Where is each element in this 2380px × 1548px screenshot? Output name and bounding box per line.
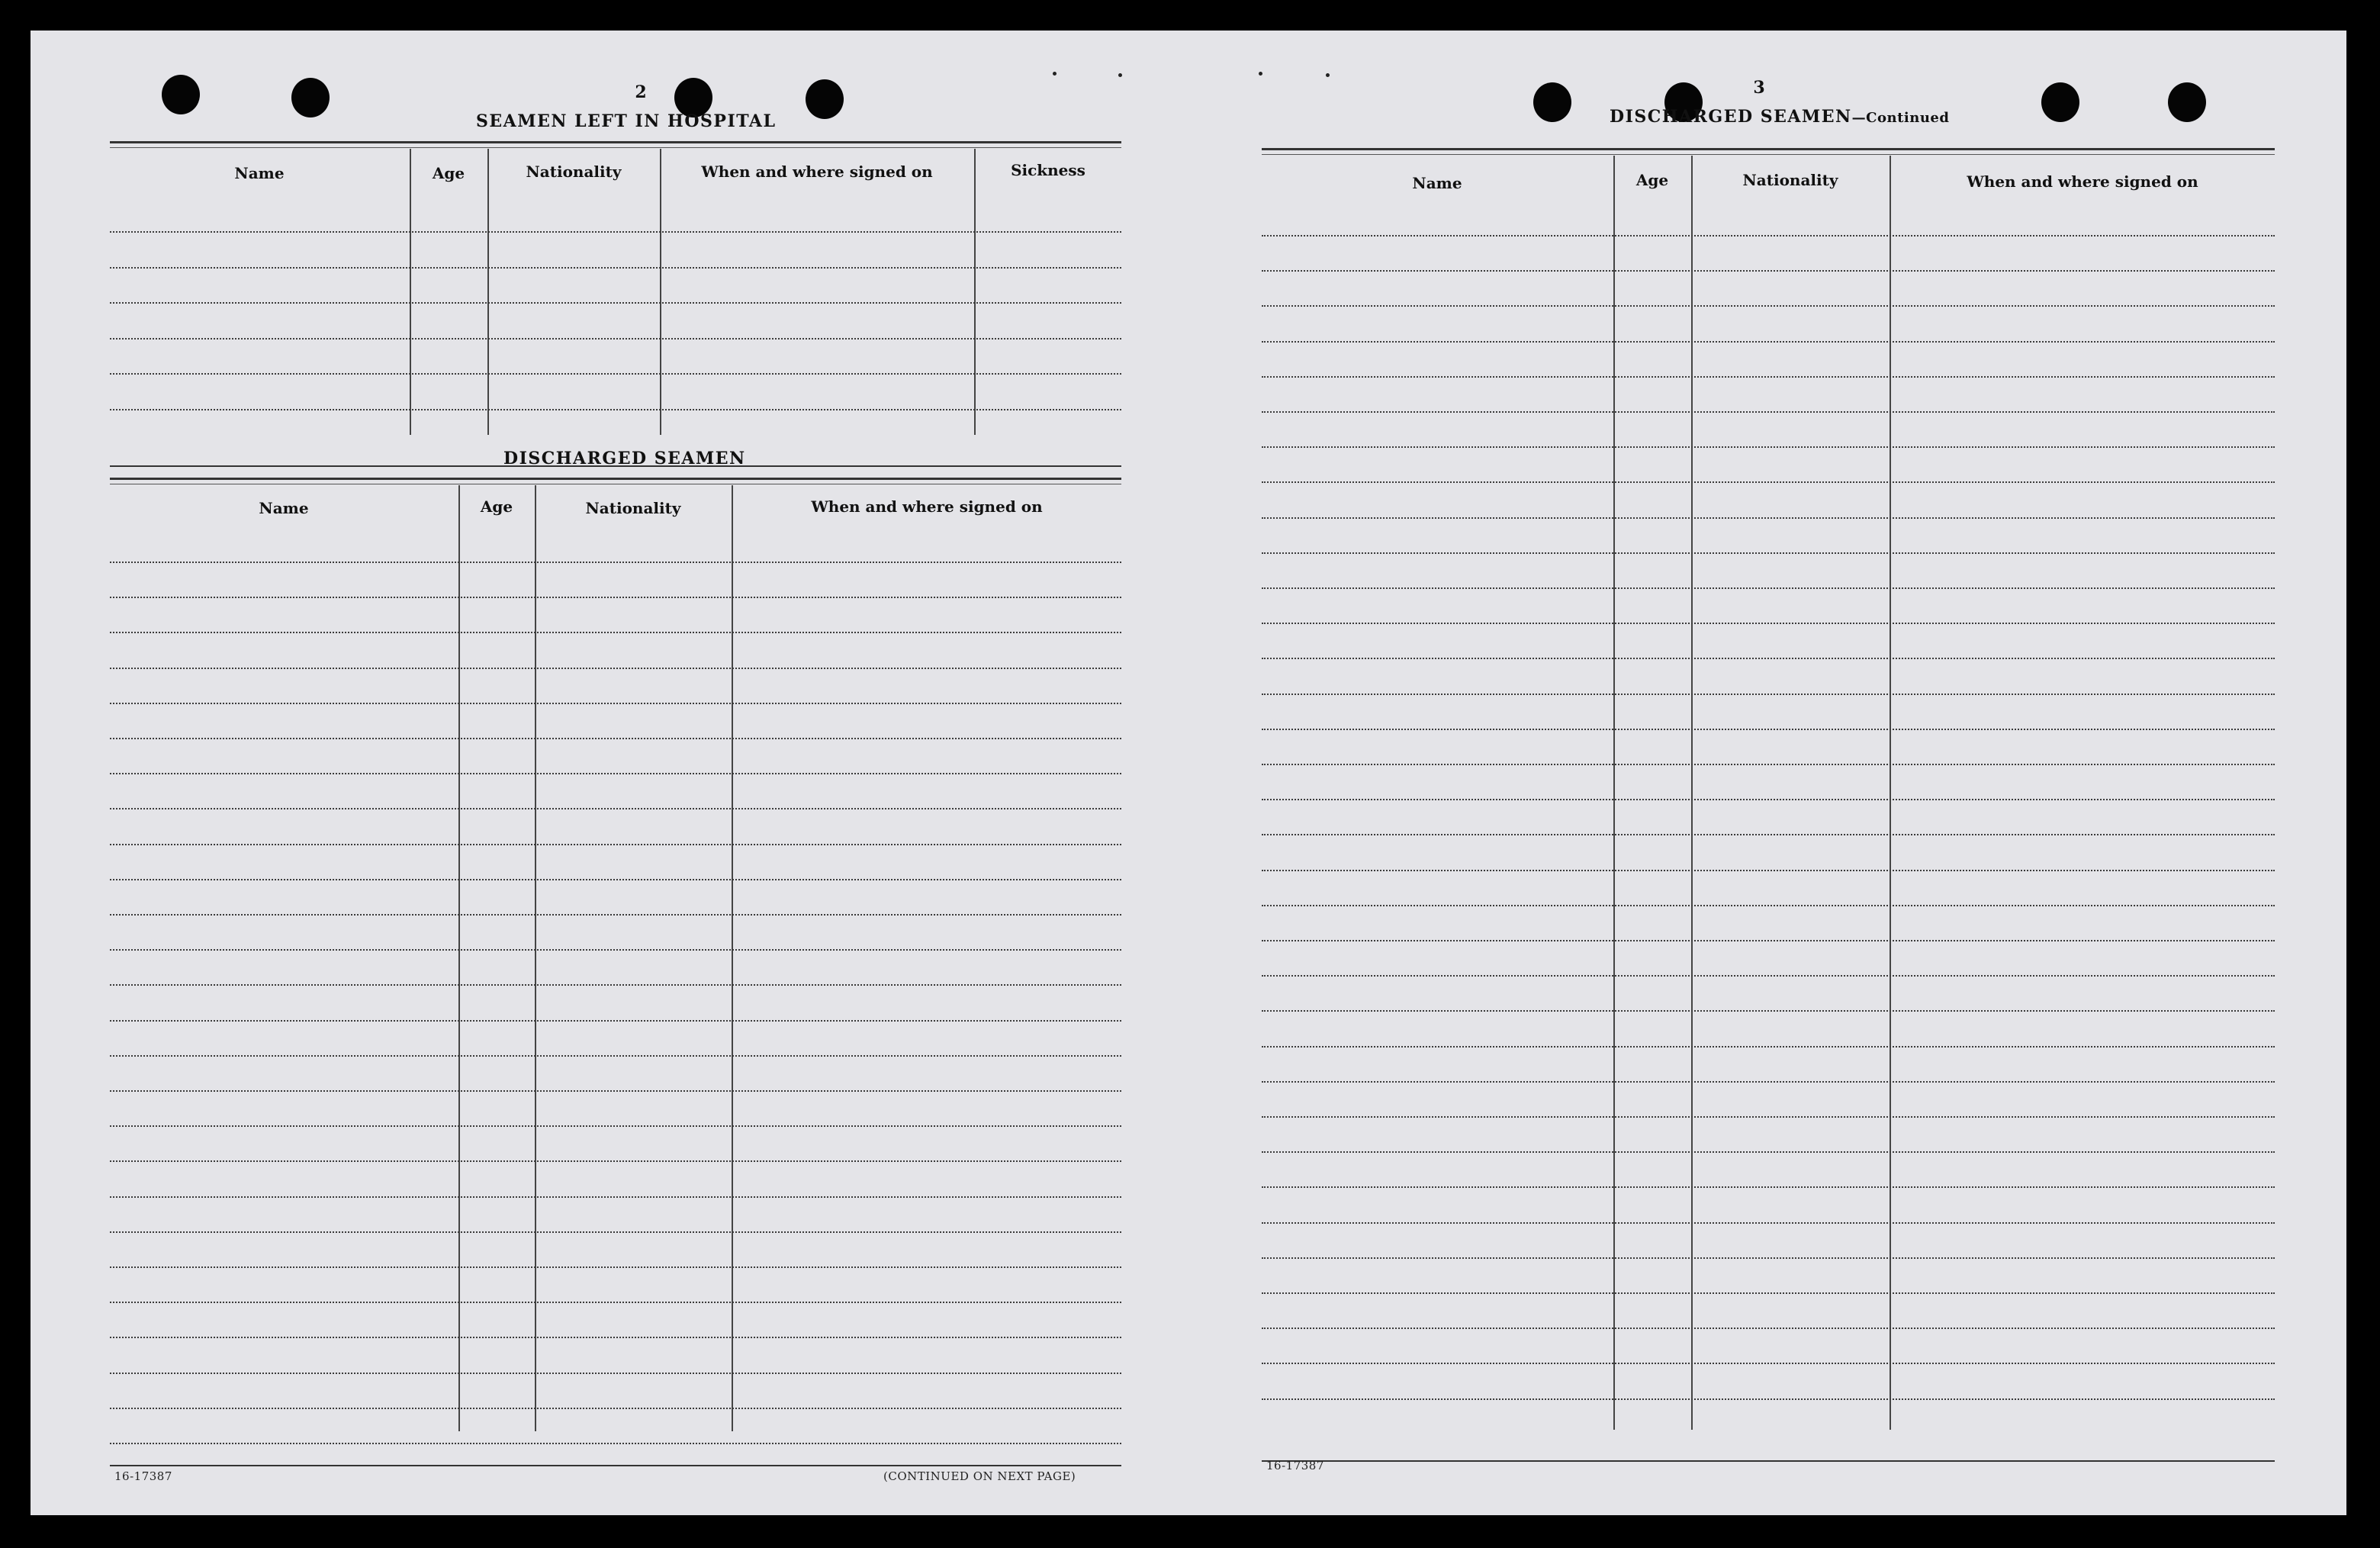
ruled-line [1262,1046,2275,1049]
column-divider [732,485,733,1431]
form-sheet [31,31,2346,1515]
column-header-name: Name [234,164,285,182]
ruled-line [110,632,1121,635]
punch-hole-icon [291,78,330,117]
speck-icon [1326,73,1330,77]
ruled-line [110,984,1121,987]
ruled-line [110,773,1121,776]
ruled-line [1262,975,2275,978]
ruled-line [110,1125,1121,1128]
column-header-name: Name [1412,174,1462,192]
ruled-line [1262,446,2275,449]
page-number-left: 2 [635,82,647,102]
ruled-line [1262,270,2275,273]
ruled-line [1262,834,2275,837]
ruled-line [110,373,1121,376]
speck-icon [1053,72,1057,76]
column-header-signed-on: When and where signed on [701,163,933,181]
column-divider [1613,156,1615,1430]
ruled-line [1262,799,2275,802]
ruled-line [1262,1257,2275,1260]
continued-title-main: DISCHARGED SEAMEN [1610,107,1852,127]
table-bottom-rule [110,1465,1121,1466]
ruled-line [1262,376,2275,379]
column-divider [1691,156,1693,1430]
hospital-section-title: SEAMEN LEFT IN HOSPITAL [476,111,777,131]
column-header-age: Age [1635,171,1669,189]
ruled-line [1262,729,2275,732]
hospital-table [110,141,1121,465]
table-top-rule [1262,154,2275,155]
ruled-line [1262,341,2275,344]
table-top-rule [110,478,1121,480]
speck-icon [1118,73,1122,77]
form-number-right: 16-17387 [1266,1459,1324,1472]
column-header-signed-on: When and where signed on [1967,172,2198,191]
table-top-rule [1262,148,2275,150]
continued-title-suffix: —Continued [1851,110,1950,126]
ruled-line [1262,694,2275,697]
ruled-line [110,302,1121,305]
column-divider [660,149,661,435]
ruled-line [1262,1151,2275,1154]
ruled-line [110,1055,1121,1058]
ruled-line [1262,481,2275,484]
table-top-rule [110,147,1121,148]
ruled-line [1262,1328,2275,1331]
discharged-continued-table [1262,148,2275,1468]
ruled-line [1262,764,2275,767]
column-divider [974,149,976,435]
speck-icon [1259,72,1262,76]
ruled-line [110,1090,1121,1093]
ruled-line [110,409,1121,412]
punch-hole-icon [806,79,844,119]
ruled-line [110,231,1121,234]
ruled-line [110,738,1121,741]
form-number-left: 16-17387 [114,1469,172,1483]
column-header-nationality: Nationality [526,163,622,181]
continued-section-title [1610,107,1949,127]
ruled-line [1262,905,2275,908]
ruled-line [110,338,1121,341]
ruled-line [110,1302,1121,1305]
ruled-line [110,1160,1121,1163]
ruled-line [110,597,1121,600]
column-header-nationality: Nationality [1742,171,1838,189]
table-bottom-rule [1262,1460,2275,1462]
ruled-line [110,1337,1121,1340]
ruled-line [110,808,1121,811]
ruled-line [1262,552,2275,555]
ruled-line [1262,235,2275,238]
page-number-right: 3 [1753,78,1765,98]
ruled-line [1262,1186,2275,1189]
column-header-age: Age [432,164,465,182]
ruled-line [110,703,1121,706]
column-header-signed-on: When and where signed on [811,497,1043,516]
ruled-line [1262,587,2275,591]
ruled-line [1262,1292,2275,1295]
ruled-line [1262,940,2275,943]
ruled-line [1262,658,2275,661]
ruled-line [1262,305,2275,308]
column-divider [458,485,460,1431]
ruled-line [110,668,1121,671]
ruled-line [110,562,1121,565]
column-divider [535,485,536,1431]
column-header-age: Age [480,497,513,516]
ruled-line [110,844,1121,847]
ruled-line [1262,1116,2275,1119]
ruled-line [1262,1363,2275,1366]
table-top-rule [110,141,1121,143]
column-header-name: Name [259,499,309,517]
ruled-line [1262,870,2275,873]
ruled-line [1262,517,2275,520]
column-divider [487,149,489,435]
punch-hole-icon [162,75,200,114]
ruled-line [110,1196,1121,1199]
column-header-nationality: Nationality [585,499,681,517]
ruled-line [110,1020,1121,1023]
continued-note: (CONTINUED ON NEXT PAGE) [883,1469,1076,1483]
ruled-line [1262,411,2275,414]
ruled-line [1262,1081,2275,1084]
column-divider [410,149,411,435]
ruled-line [1262,623,2275,626]
column-divider [1890,156,1891,1430]
discharged-section-title: DISCHARGED SEAMEN [503,449,746,468]
ruled-line [110,1443,1121,1446]
ruled-line [1262,1398,2275,1402]
ruled-line [110,267,1121,270]
ruled-line [110,1373,1121,1376]
punch-hole-icon [2041,82,2079,122]
ruled-line [110,1408,1121,1411]
ruled-line [110,949,1121,952]
discharged-table [110,478,1121,1469]
punch-hole-icon [2168,82,2206,122]
ruled-line [110,879,1121,882]
column-header-sickness: Sickness [1011,161,1085,179]
punch-hole-icon [1533,82,1571,122]
ruled-line [110,914,1121,917]
ruled-line [110,1231,1121,1234]
ruled-line [1262,1222,2275,1225]
ruled-line [1262,1010,2275,1013]
ruled-line [110,1266,1121,1270]
